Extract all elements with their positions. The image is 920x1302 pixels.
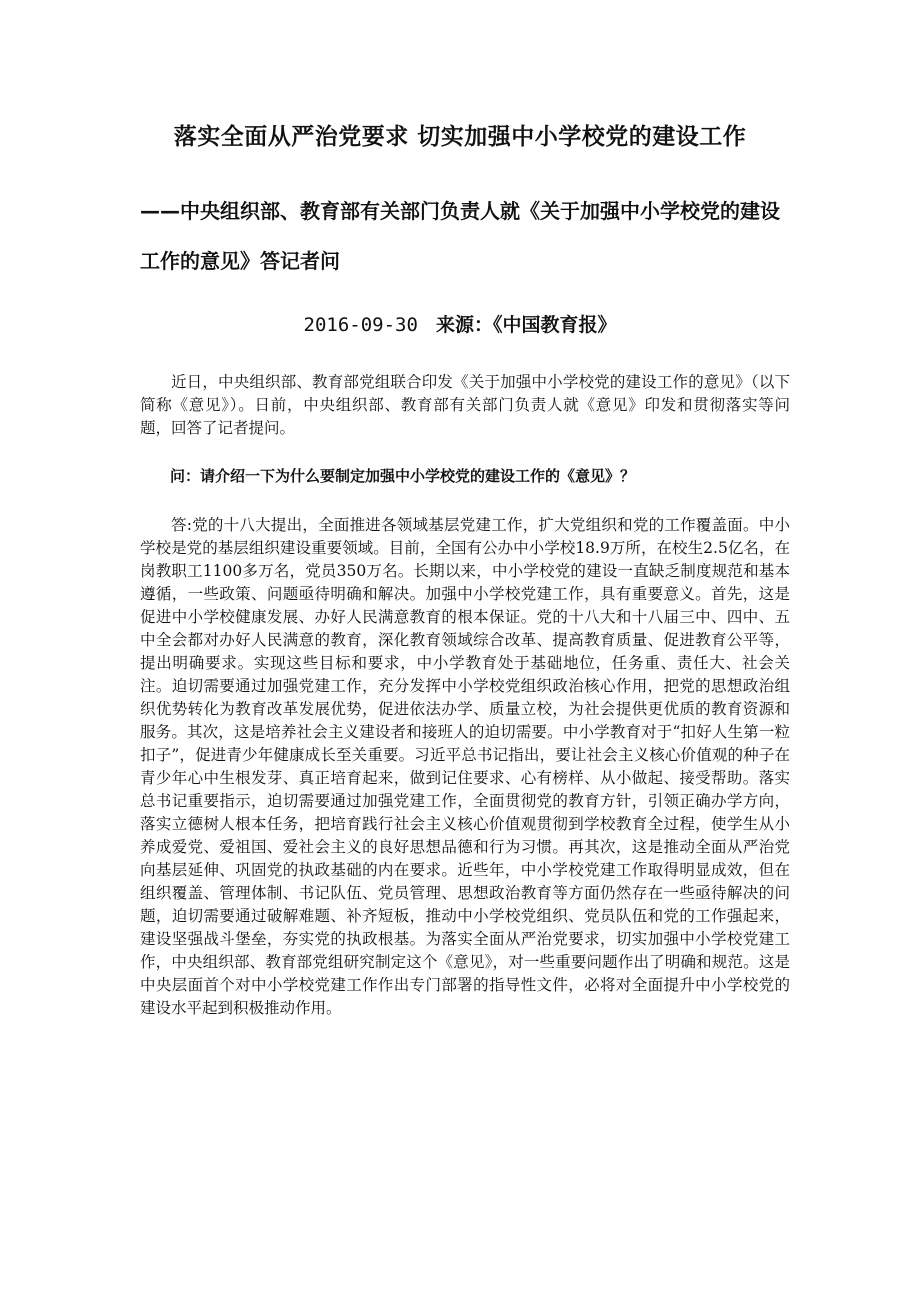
dateline <box>0 310 920 337</box>
intro-paragraph: 近日，中央组织部、教育部党组联合印发《关于加强中小学校党的建设工作的意见》（以下简称《意见》）。日前，中央组织部、教育部有关部门负责人就《意见》印发和贯彻落实等问题，回答了记者提问。 <box>140 373 790 437</box>
article-subtitle: ——中央组织部、教育部有关部门负责人就《关于加强中小学校党的建设工作的意见》答记者问 <box>140 199 780 273</box>
answer-paragraph: 答:党的十八大提出，全面推进各领域基层党建工作，扩大党组织和党的工作覆盖面。中小学校是党的基层组织建设重要领域。目前，全国有公办中小学校18.9万所，在校生2.5亿名，在岗教职工1100多万名，党员350万名。长期以来，中小学校党的建设一直缺乏制度规范和基本遵循，一些政策、问题亟待明确和解决。加强中小学校党建工作，具有重要意义。首先，这是促进中小学校健康发展、办好人民满意教育的根本保证。党的十八大和十八届三中、四中、五中全会都对办好人民满意的教育，深化教育领域综合改革、提高教育质量、促进教育公平等，提出明确要求。实现这些目标和要求，中小学教育处于基础地位，任务重、责任大、社会关注。迫切需要通过加强党建工作，充分发挥中小学校党组织政治核心作用，把党的思想政治组织优势转化为教育改革发展优势，促进依法办学、质量立校，为社会提供更优质的教育资源和服务。其次，这是培养社会主义建设者和接班人的迫切需要。中小学教育对于“扣好人生第一粒扣子”，促进青少年健康成长至关重要。习近平总书记指出，要让社会主义核心价值观的种子在青少年心中生根发芽、真正培育起来，做到记住要求、心有榜样、从小做起、接受帮助。落实总书记重要指示，迫切需要通过加强党建工作，全面贯彻党的教育方针，引领正确办学方向，落实立德树人根本任务，把培育践行社会主义核心价值观贯彻到学校教育全过程，使学生从小养成爱党、爱祖国、爱社会主义的良好思想品德和行为习惯。再其次，这是推动全面从严治党向基层延伸、巩固党的执政基础的内在要求。近些年，中小学校党建工作取得明显成效，但在组织覆盖、管理体制、书记队伍、党员管理、思想政治教育等方面仍然存在一些亟待解决的问题，迫切需要通过破解难题、补齐短板，推动中小学校党组织、党员队伍和党的工作强起来，建设坚强战斗堡垒，夯实党的执政根基。为落实全面从严治党要求，切实加强中小学校党建工作，中央组织部、教育部党组研究制定这个《意见》，对一些重要问题作出了明确和规范。这是中央层面首个对中小学校党建工作作出专门部署的指导性文件，必将对全面提升中小学校党的建设水平起到积极推动作用。 <box>140 516 790 1017</box>
source-label: 来源：《中国教育报》 <box>435 314 617 336</box>
article-title: 落实全面从严治党要求 切实加强中小学校党的建设工作 <box>173 124 747 150</box>
question-heading: 问：请介绍一下为什么要制定加强中小学校党的建设工作的《意见》？ <box>170 467 636 485</box>
publish-date: 2016-09-30 <box>303 314 418 336</box>
